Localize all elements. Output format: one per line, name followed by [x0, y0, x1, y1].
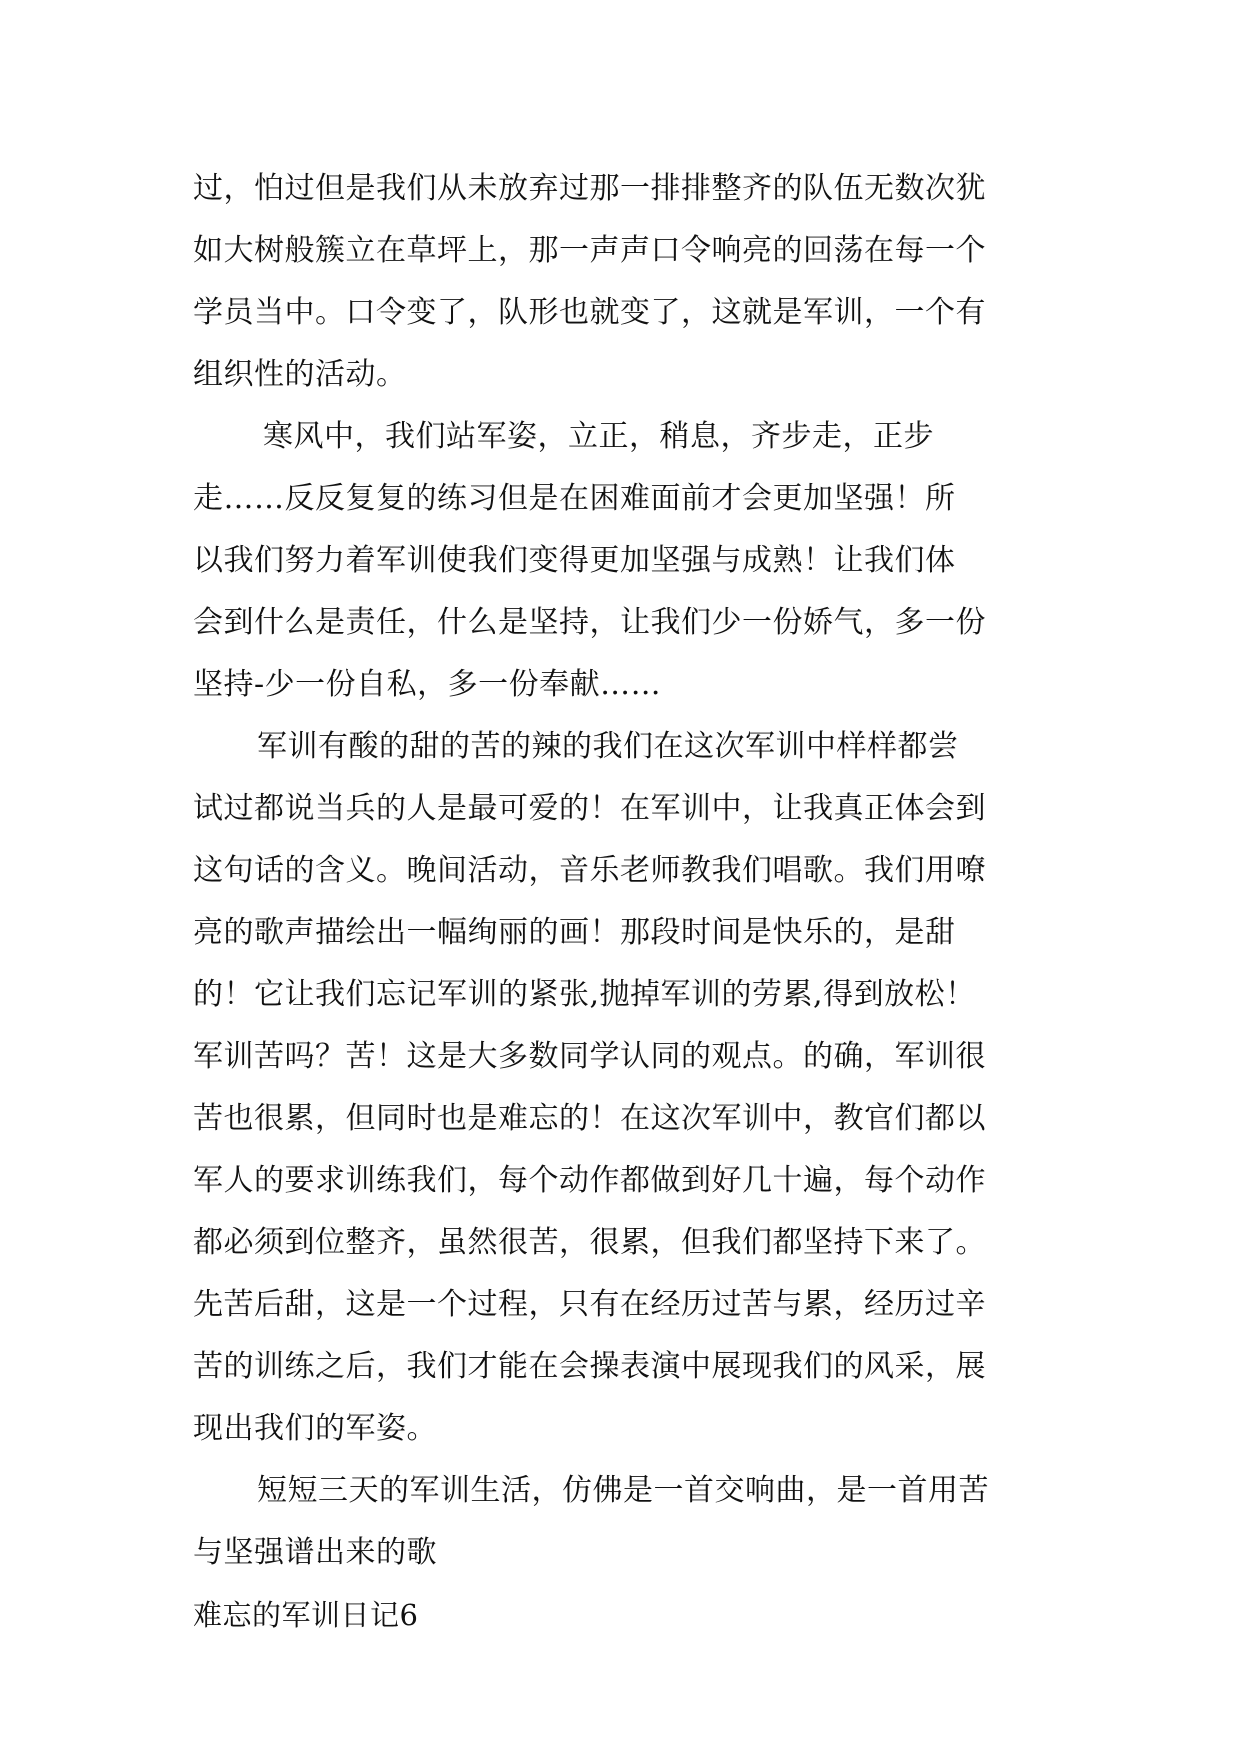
text-line: 军人的要求训练我们，每个动作都做到好几十遍，每个动作 [193, 1163, 986, 1198]
text-line: 军训苦吗？苦！这是大多数同学认同的观点。的确，军训很 [193, 1039, 986, 1074]
text-line: 坚持-少一份自私，多一份奉献…… [193, 667, 662, 702]
text-line: 先苦后甜，这是一个过程，只有在经历过苦与累，经历过辛 [193, 1287, 986, 1322]
text-line: 亮的歌声描绘出一幅绚丽的画！那段时间是快乐的，是甜 [193, 915, 956, 950]
text-line: 以我们努力着军训使我们变得更加坚强与成熟！让我们体 [193, 543, 956, 578]
paragraph-first-line: 军训有酸的甜的苦的辣的我们在这次军训中样样都尝 [257, 729, 959, 764]
text-line: 苦的训练之后，我们才能在会操表演中展现我们的风采，展 [193, 1349, 986, 1384]
document-body [193, 158, 1053, 1646]
text-line: 会到什么是责任，什么是坚持，让我们少一份娇气，多一份 [193, 605, 986, 640]
text-line: 组织性的活动。 [193, 357, 407, 392]
text-line: 的！它让我们忘记军训的紧张,抛掉军训的劳累,得到放松！ [193, 977, 976, 1012]
text-line: 学员当中。口令变了，队形也就变了，这就是军训，一个有 [193, 295, 986, 330]
text-line: 现出我们的军姿。 [193, 1411, 437, 1446]
text-line: 过，怕过但是我们从未放弃过那一排排整齐的队伍无数次犹 [193, 171, 986, 206]
paragraph-first-line: 短短三天的军训生活，仿佛是一首交响曲，是一首用苦 [257, 1473, 989, 1508]
text-line: 苦也很累，但同时也是难忘的！在这次军训中，教官们都以 [193, 1101, 986, 1136]
text-line: 走……反反复复的练习但是在困难面前才会更加坚强！所 [193, 481, 956, 516]
text-line: 如大树般簇立在草坪上，那一声声口令响亮的回荡在每一个 [193, 233, 986, 268]
text-line: 都必须到位整齐，虽然很苦，很累，但我们都坚持下来了。 [193, 1225, 986, 1260]
text-line: 这句话的含义。晚间活动，音乐老师教我们唱歌。我们用嘹 [193, 853, 986, 888]
paragraph-first-line: 寒风中，我们站军姿，立正，稍息，齐步走，正步 [263, 419, 934, 454]
text-line: 试过都说当兵的人是最可爱的！在军训中，让我真正体会到 [193, 791, 986, 826]
section-heading: 难忘的军训日记6 [193, 1598, 419, 1632]
text-line: 与坚强谱出来的歌 [193, 1535, 437, 1570]
